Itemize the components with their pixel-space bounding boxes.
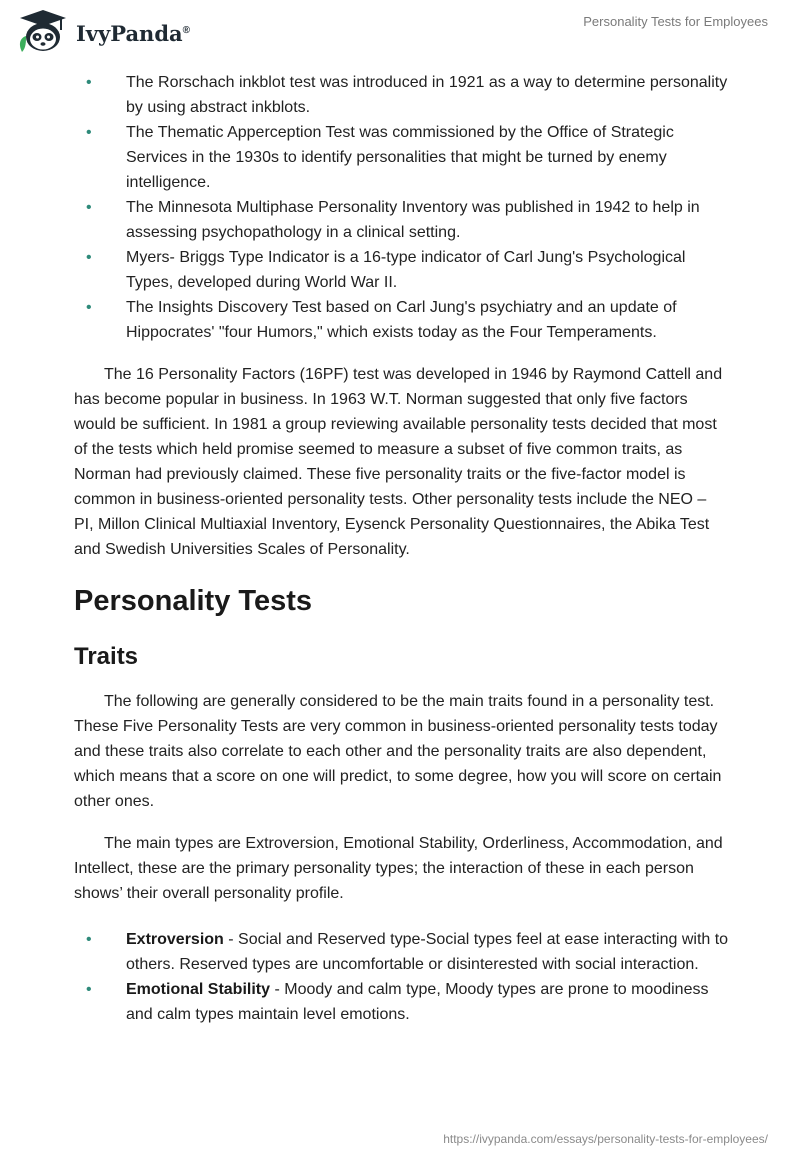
bullet-icon: • [86, 931, 92, 948]
bullet-icon: • [86, 199, 92, 216]
list-item: • The Rorschach inkblot test was introduced in 1921 as a way to determine personality by using abstract inkblots. [74, 70, 730, 120]
bullet-icon: • [86, 74, 92, 91]
document-title: Personality Tests for Employees [583, 14, 768, 29]
panda-logo-icon [14, 8, 72, 54]
bullet-icon: • [86, 981, 92, 998]
ivypanda-logo[interactable] [14, 8, 190, 54]
logo-wordmark: IvyPanda® [76, 20, 190, 46]
paragraph-traits-intro: The following are generally considered to be the main traits found in a personality test. These Five Personality Tests are very common in business-oriented personality tests today and these traits also correlate to each other and the personality traits are also dependent, which means that a score on one will predict, to some degree, how you will score on certain other ones. [74, 693, 722, 810]
list-item: • Emotional Stability - Moody and calm type, Moody types are prone to moodiness and calm types maintain level emotions. [74, 977, 730, 1027]
list-item: • The Thematic Apperception Test was commissioned by the Office of Strategic Services in the 1930s to identify personalities that might be turned by enemy intelligence. [74, 120, 730, 195]
section-heading: Personality Tests [74, 585, 313, 617]
list-item: • The Insights Discovery Test based on Carl Jung's psychiatry and an update of Hippocrates' "four Humors," which exists today as the Four Temperaments. [74, 295, 730, 345]
source-url[interactable]: https://ivypanda.com/essays/personality-tests-for-employees/ [443, 1132, 768, 1146]
list-item: • The Minnesota Multiphase Personality Inventory was published in 1942 to help in assessing psychopathology in a clinical setting. [74, 195, 730, 245]
paragraph-16pf: The 16 Personality Factors (16PF) test was developed in 1946 by Raymond Cattell and has become popular in business. In 1963 W.T. Norman suggested that only five factors would be sufficient. In 1981 a group reviewing available personality tests decided that most of the tests which held promise seemed to measure a subset of five common traits, as Norman had previously claimed. These five personality traits or the five-factor model is common in business-oriented personality tests. Other personality tests include the NEO – PI, Millon Clinical Multiaxial Inventory, Eysenck Personality Questionnaires, the Abika Test and Swedish Universities Scales of Personality. [74, 366, 723, 558]
history-bullet-list [74, 70, 730, 345]
bullet-icon: • [86, 124, 92, 141]
paragraph-main-types: The main types are Extroversion, Emotional Stability, Orderliness, Accommodation, and Intellect, these are the primary personality types; the interaction of these in each person shows’ their overall personality profile. [74, 835, 723, 902]
list-item: • Myers- Briggs Type Indicator is a 16-type indicator of Carl Jung's Psychological Types, developed during World War II. [74, 245, 730, 295]
list-item: • Extroversion - Social and Reserved type-Social types feel at ease interacting with to others. Reserved types are uncomfortable or disinterested with social interaction. [74, 927, 730, 977]
bullet-icon: • [86, 249, 92, 266]
article-body [74, 70, 730, 1027]
bullet-icon: • [86, 299, 92, 316]
trait-term: Extroversion [126, 931, 224, 948]
traits-bullet-list [74, 927, 730, 1027]
subsection-heading: Traits [74, 643, 139, 670]
page-header [0, 0, 800, 60]
trait-term: Emotional Stability [126, 981, 271, 998]
